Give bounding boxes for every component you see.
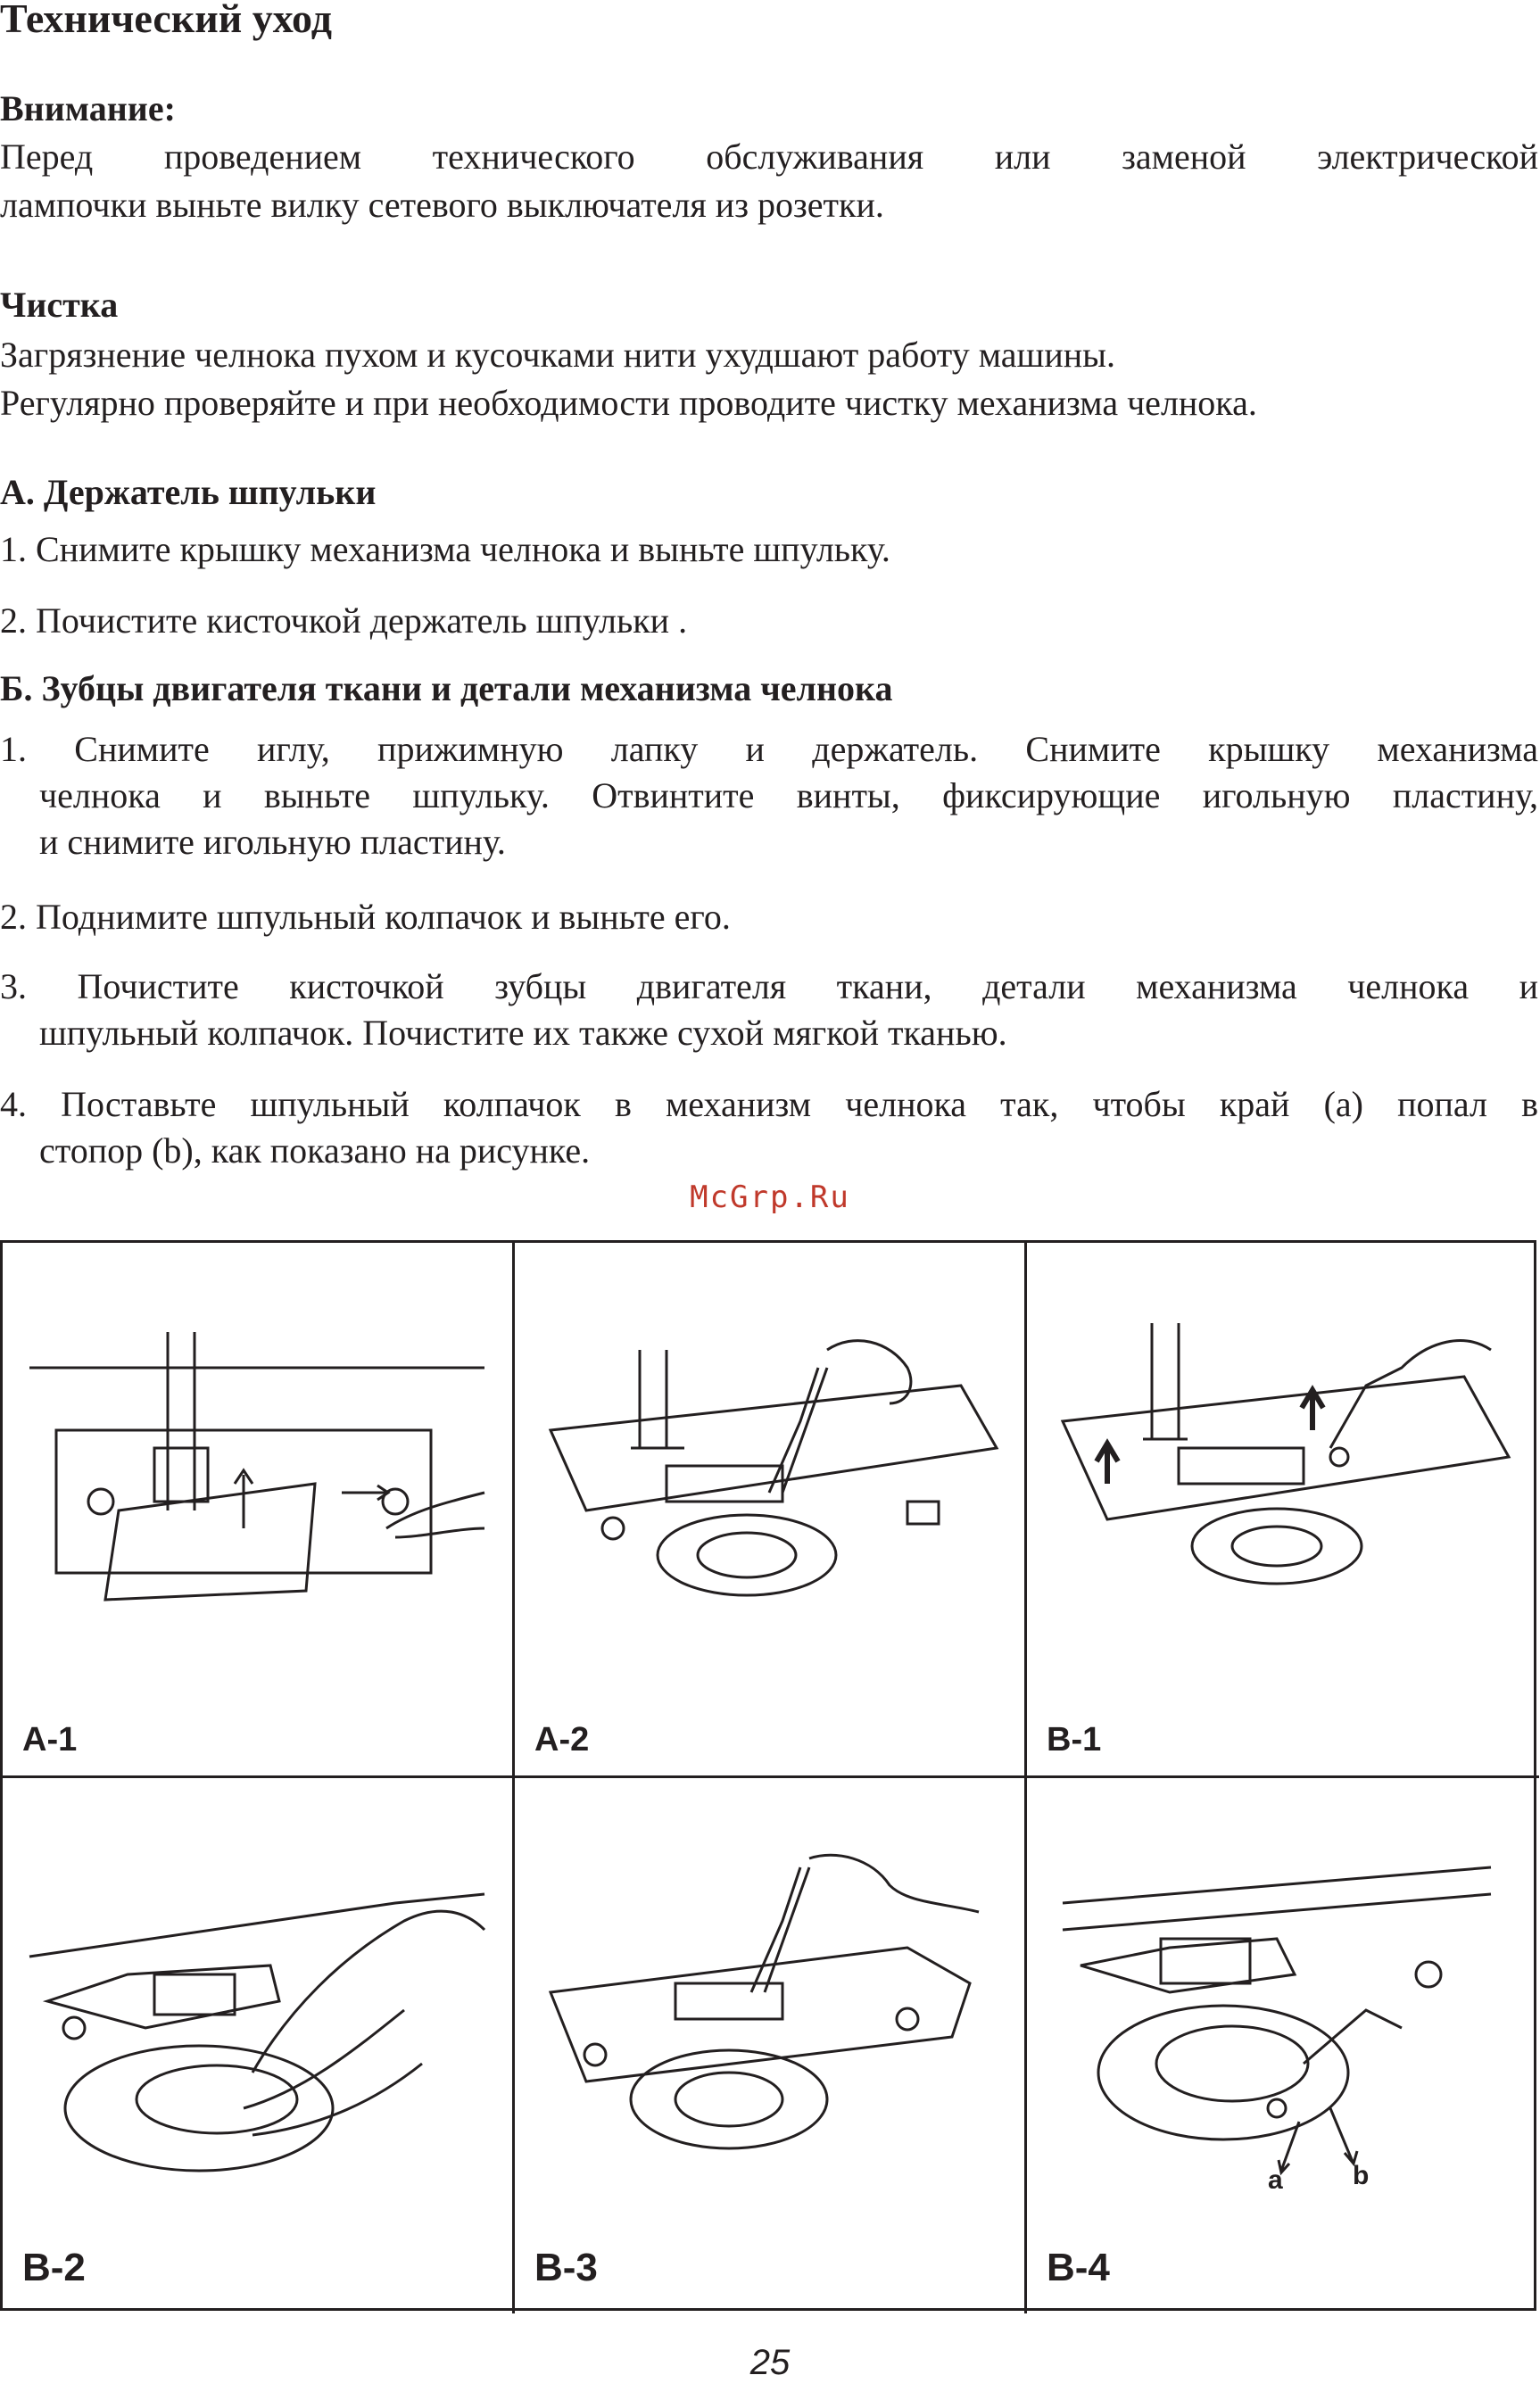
label-b: b [1353,2161,1370,2189]
section-b-step-1-line-3: и снимите игольную пластину. [39,822,506,862]
cleaning-text-line-2: Регулярно проверяйте и при необходимости проводите чистку механизма челнока. [0,383,1257,423]
figure-a1 [3,1243,515,1778]
needle-plate-cover-illustration [21,1314,493,1653]
brush-bobbin-holder-illustration [533,1314,1006,1653]
page-number: 25 [749,2343,791,2382]
figure-grid [0,1240,1536,2311]
section-b-step-2: 2. Поднимите шпульный колпачок и выньте его. [0,897,731,937]
cleaning-text-line-1: Загрязнение челнока пухом и кусочками нити ухудшают работу машины. [0,335,1115,375]
section-b-step-4-line-1: 4. Поставьте шпульный колпачок в механизм челнока так, чтобы край (а) попал в [0,1084,1538,1124]
lift-bobbin-case-illustration [21,1850,493,2189]
brush-feed-dogs-illustration [533,1850,1006,2189]
figure-b4 [1027,1778,1539,2313]
section-a-heading: А. Держатель шпульки [0,472,377,512]
section-a-step-1: 1. Снимите крышку механизма челнока и выньте шпульку. [0,529,890,569]
figure-label: A-1 [22,1721,78,1759]
section-b-step-4-line-2: стопор (b), как показано на рисунке. [39,1130,591,1171]
label-a: a [1268,2165,1283,2189]
figure-b3 [515,1778,1027,2313]
figure-label: B-2 [22,2246,86,2289]
page-title: Технический уход [0,0,332,41]
figure-label: A-2 [534,1721,590,1759]
section-b-step-1-line-2: челнока и выньте шпульку. Отвинтите винты, фиксирующие игольную пластину, [39,775,1538,815]
cleaning-heading: Чистка [0,285,119,325]
warning-text-line-1: Перед проведением технического обслуживания или заменой электрической [0,137,1538,177]
section-a-step-2: 2. Почистите кисточкой держатель шпульки . [0,600,688,641]
figure-label: B-4 [1047,2246,1110,2289]
section-b-step-3-line-2: шпульный колпачок. Почистите их также сухой мягкой тканью. [39,1013,1007,1053]
insert-bobbin-case-illustration [1045,1850,1518,2189]
watermark: McGrp.Ru [690,1179,850,1215]
section-b-step-3-line-1: 3. Почистите кисточкой зубцы двигателя ткани, детали механизма челнока и [0,966,1538,1006]
remove-needle-plate-illustration [1045,1314,1518,1653]
section-b-step-1-line-1: 1. Снимите иглу, прижимную лапку и держатель. Снимите крышку механизма [0,729,1538,769]
figure-b1 [1027,1243,1539,1778]
section-b-heading: Б. Зубцы двигателя ткани и детали механизма челнока [0,668,893,708]
warning-text-line-2: лампочки выньте вилку сетевого выключателя из розетки. [0,185,884,225]
warning-heading: Внимание: [0,88,176,128]
figure-label: B-1 [1047,1721,1102,1759]
figure-a2 [515,1243,1027,1778]
figure-label: B-3 [534,2246,598,2289]
figure-b2 [3,1778,515,2313]
